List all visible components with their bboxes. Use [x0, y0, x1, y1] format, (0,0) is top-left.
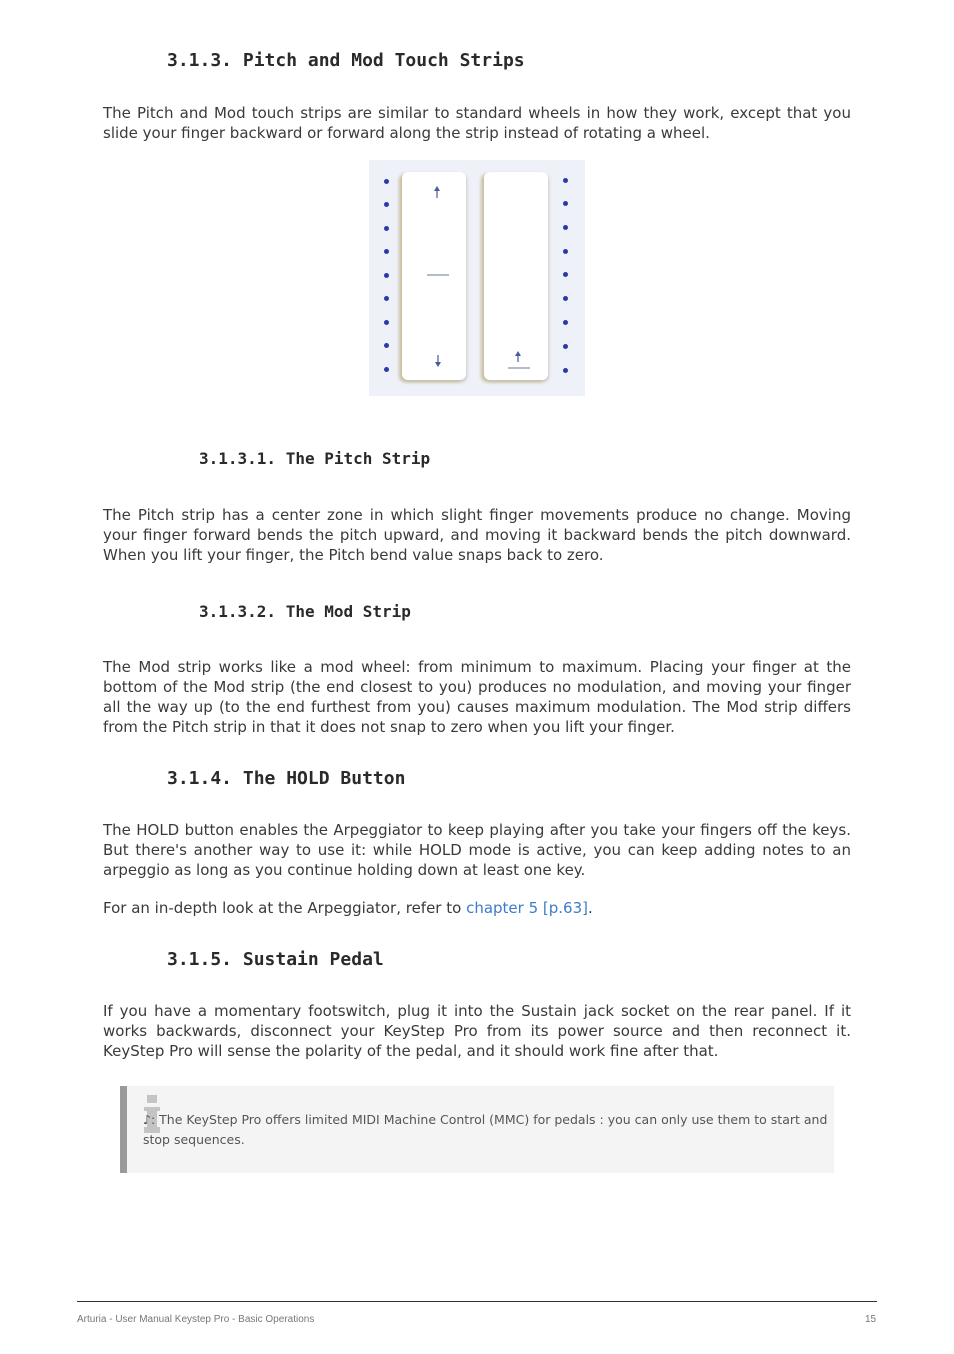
led-dot [563, 225, 568, 230]
mod-strip [484, 172, 548, 380]
led-dot [384, 202, 389, 207]
led-dot [563, 272, 568, 277]
chapter-5-link[interactable]: chapter 5 [p.63] [466, 899, 588, 917]
paragraph-pitch-strip: The Pitch strip has a center zone in which slight finger movements produce no change. Moving your finger forward bends the pitch upward, and moving it backward bends the pitch downward. When you lift your finger, the Pitch bend value snaps back to zero. [103, 506, 851, 564]
note-text: ♪: The KeyStep Pro offers limited MIDI Machine Control (MMC) for pedals : you can only use them to start and stop sequences. [143, 1112, 828, 1147]
led-dot [384, 226, 389, 231]
heading-sustain-pedal: 3.1.5. Sustain Pedal [167, 949, 384, 970]
paragraph-arpeggiator-ref [103, 898, 851, 918]
footer-divider [77, 1301, 877, 1302]
led-dot [384, 367, 389, 372]
led-dot [563, 344, 568, 349]
led-dot [563, 201, 568, 206]
paragraph-hold-button: The HOLD button enables the Arpeggiator to keep playing after you take your fingers off the keys. But there's another way to use it: while HOLD mode is active, you can keep adding notes to an arpeggio as long as you continue holding down at least one key. [103, 821, 851, 879]
arpeggiator-ref-prefix: For an in-depth look at the Arpeggiator, refer to [103, 899, 467, 917]
heading-pitch-mod-touch-strips: 3.1.3. Pitch and Mod Touch Strips [167, 50, 525, 71]
arpeggiator-ref-suffix: . [587, 899, 593, 917]
led-dot [563, 249, 568, 254]
pitch-strip-markings [402, 172, 466, 380]
led-dot [563, 368, 568, 373]
paragraph-touch-strips-intro: The Pitch and Mod touch strips are similar to standard wheels in how they work, except that you slide your finger backward or forward along the strip instead of rotating a wheel. [103, 104, 851, 142]
footer-title: Arturia - User Manual Keystep Pro - Basic Operations [77, 1314, 315, 1325]
touch-strips-image [369, 160, 585, 396]
paragraph-mod-strip: The Mod strip works like a mod wheel: from minimum to maximum. Placing your finger at the bottom of the Mod strip (the end closest to you) produces no modulation, and moving your finger all the way up (to the end furthest from you) causes maximum modulation. The Mod strip differs from the Pitch strip in that it does not snap to zero when you lift your finger. [103, 658, 851, 736]
heading-hold-button: 3.1.4. The HOLD Button [167, 768, 406, 789]
mod-strip-markings [484, 172, 548, 380]
heading-pitch-strip: 3.1.3.1. The Pitch Strip [199, 449, 431, 468]
led-dot [563, 296, 568, 301]
led-dot [384, 296, 389, 301]
pitch-strip [402, 172, 466, 380]
led-dot [563, 320, 568, 325]
heading-mod-strip: 3.1.3.2. The Mod Strip [199, 602, 411, 621]
led-dot [384, 273, 389, 278]
led-dot [384, 249, 389, 254]
paragraph-sustain-pedal: If you have a momentary footswitch, plug it into the Sustain jack socket on the rear panel. If it works backwards, disconnect your KeyStep Pro from its power source and then reconnect it. KeyStep Pro will sense the polarity of the pedal, and it should work fine after that. [103, 1002, 851, 1060]
note-box [120, 1086, 834, 1173]
led-dot [563, 178, 568, 183]
page-number: 15 [865, 1314, 877, 1325]
led-dot [384, 343, 389, 348]
led-dot [384, 179, 389, 184]
led-dot [384, 320, 389, 325]
